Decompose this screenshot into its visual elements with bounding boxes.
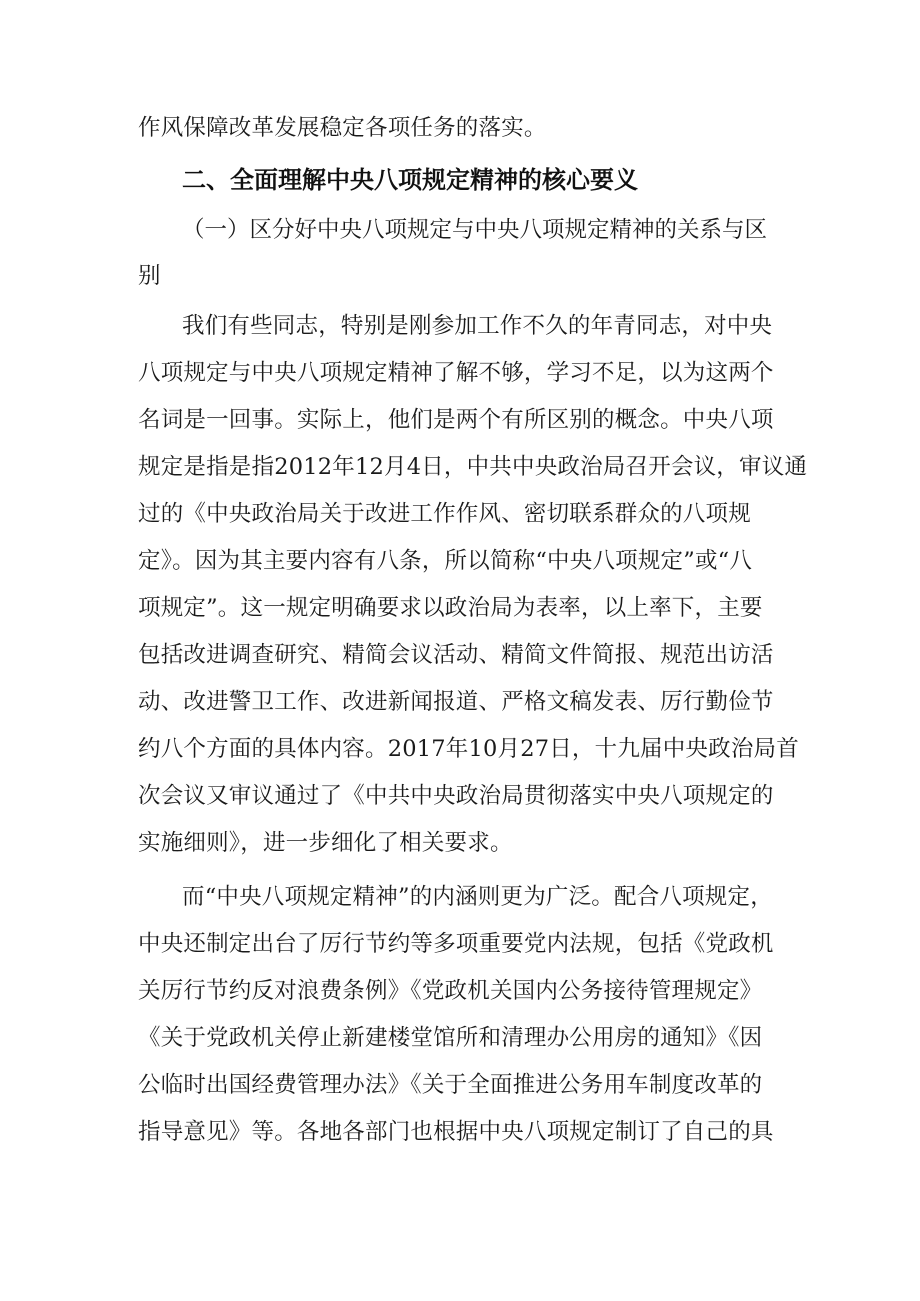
paragraph-line: 八项规定与中央八项规定精神了解不够，学习不足，以为这两个 [138,360,774,386]
paragraph-line: 而“中央八项规定精神”的内涵则更为广泛。配合八项规定， [182,884,773,910]
paragraph-line: 关厉行节约反对浪费条例》《党政机关国内公务接待管理规定》 [138,978,763,1004]
paragraph-line: 指导意见》等。各地各部门也根据中央八项规定制订了自己的具 [138,1119,774,1145]
section-heading: 二、全面理解中央八项规定精神的核心要义 [182,166,638,194]
paragraph-line: 约八个方面的具体内容。2017年10月27日，十九届中央政治局首 [138,736,799,762]
paragraph-line: 实施细则》，进一步细化了相关要求。 [138,830,513,856]
paragraph-line: 中央还制定出台了厉行节约等多项重要党内法规，包括《党政机 [138,931,774,957]
paragraph-line: 动、改进警卫工作、改进新闻报道、严格文稿发表、厉行勤俭节 [138,689,774,715]
paragraph-line: 作风保障改革发展稳定各项任务的落实。 [138,115,547,141]
subsection-heading-continuation: 别 [138,263,161,289]
paragraph-line: 包括改进调查研究、精简会议活动、精简文件简报、规范出访活 [138,642,774,668]
paragraph-line: 规定是指是指2012年12月4日，中共中央政治局召开会议，审议通 [138,454,808,480]
paragraph-line: 《关于党政机关停止新建楼堂馆所和清理办公用房的通知》《因 [138,1025,763,1051]
paragraph-line: 公临时出国经费管理办法》《关于全面推进公务用车制度改革的 [138,1072,763,1098]
paragraph-line: 名词是一回事。实际上，他们是两个有所区别的概念。中央八项 [138,407,774,433]
paragraph-line: 次会议又审议通过了《中共中央政治局贯彻落实中央八项规定的 [138,783,774,809]
paragraph-line: 项规定”。这一规定明确要求以政治局为表率，以上率下，主要 [138,595,763,621]
paragraph-line: 定》。因为其主要内容有八条，所以简称“中央八项规定”或“八 [138,548,753,574]
paragraph-line: 过的《中央政治局关于改进工作作风、密切联系群众的八项规 [138,501,751,527]
subsection-heading: （一）区分好中央八项规定与中央八项规定精神的关系与区 [182,217,768,243]
paragraph-line: 我们有些同志，特别是刚参加工作不久的年青同志，对中央 [182,313,773,339]
